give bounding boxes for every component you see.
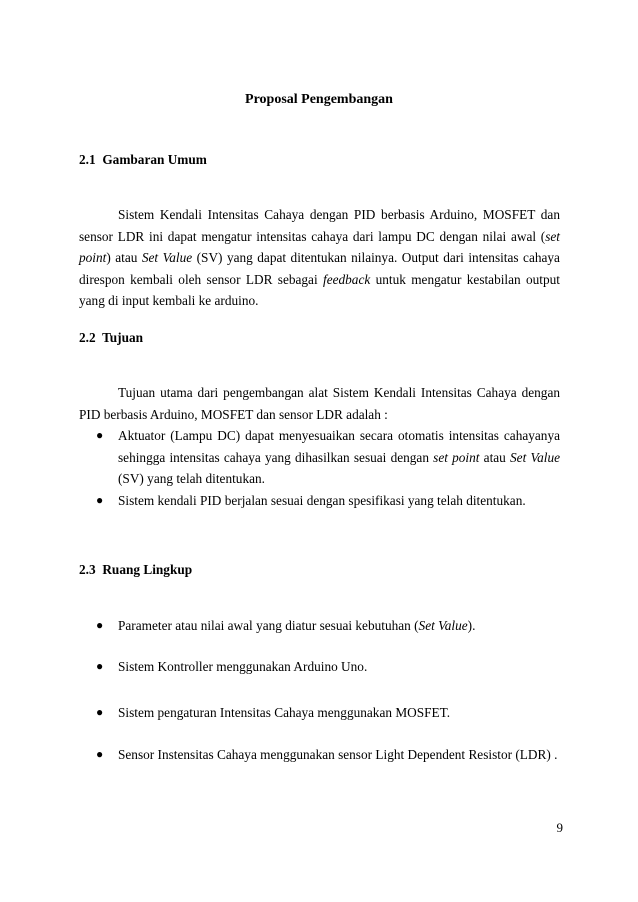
page-number: 9: [556, 820, 563, 835]
section-heading-2-3: [79, 562, 192, 578]
tujuan-list: [96, 425, 560, 511]
list-item: ● Sensor Instensitas Cahaya menggunakan sensor Light Dependent Resistor (LDR) .: [96, 747, 558, 762]
section-title: Ruang Lingkup: [102, 562, 193, 577]
section-title: Gambaran Umum: [102, 152, 207, 167]
section-number: 2.1: [79, 152, 96, 167]
section-number: 2.3: [79, 562, 96, 577]
section-heading-2-2: [79, 330, 143, 346]
list-item: ● Parameter atau nilai awal yang diatur sesuai kebutuhan (Set Value).: [96, 618, 476, 633]
tujuan-intro: Tujuan utama dari pengembangan alat Sistem Kendali Intensitas Cahaya dengan PID berbasis Arduino, MOSFET dan sensor LDR adalah :: [79, 385, 560, 422]
list-item: ● Sistem pengaturan Intensitas Cahaya menggunakan MOSFET.: [96, 705, 451, 720]
bullet-icon: ●: [96, 659, 104, 673]
section-heading-2-1: [79, 152, 207, 168]
list-item: ● Sistem kendali PID berjalan sesuai dengan spesifikasi yang telah ditentukan.: [96, 490, 560, 512]
bullet-icon: ●: [96, 747, 104, 761]
bullet-icon: ●: [96, 428, 104, 442]
bullet-icon: ●: [96, 705, 104, 719]
list-item: ● Aktuator (Lampu DC) dapat menyesuaikan secara otomatis intensitas cahayanya sehingga intensitas cahaya yang dihasilkan sesuai dengan set point atau Set Value (SV) yang telah ditentukan.: [96, 425, 560, 490]
list-item: ● Sistem Kontroller menggunakan Arduino Uno.: [96, 659, 368, 674]
gambaran-paragraph: Sistem Kendali Intensitas Cahaya dengan PID berbasis Arduino, MOSFET dan sensor LDR ini dapat mengatur intensitas cahaya dari lampu DC dengan nilai awal (set point) atau Set Value (SV) yang dapat ditentukan nilainya. Output dari intensitas cahaya direspon kembali oleh sensor LDR sebagai feedback untuk mengatur kestabilan output yang di input kembali ke arduino.: [79, 207, 560, 308]
page-title: Proposal Pengembangan: [245, 92, 393, 107]
bullet-icon: ●: [96, 618, 104, 632]
section-number: 2.2: [79, 330, 96, 345]
section-title: Tujuan: [102, 330, 144, 345]
bullet-icon: ●: [96, 492, 104, 507]
